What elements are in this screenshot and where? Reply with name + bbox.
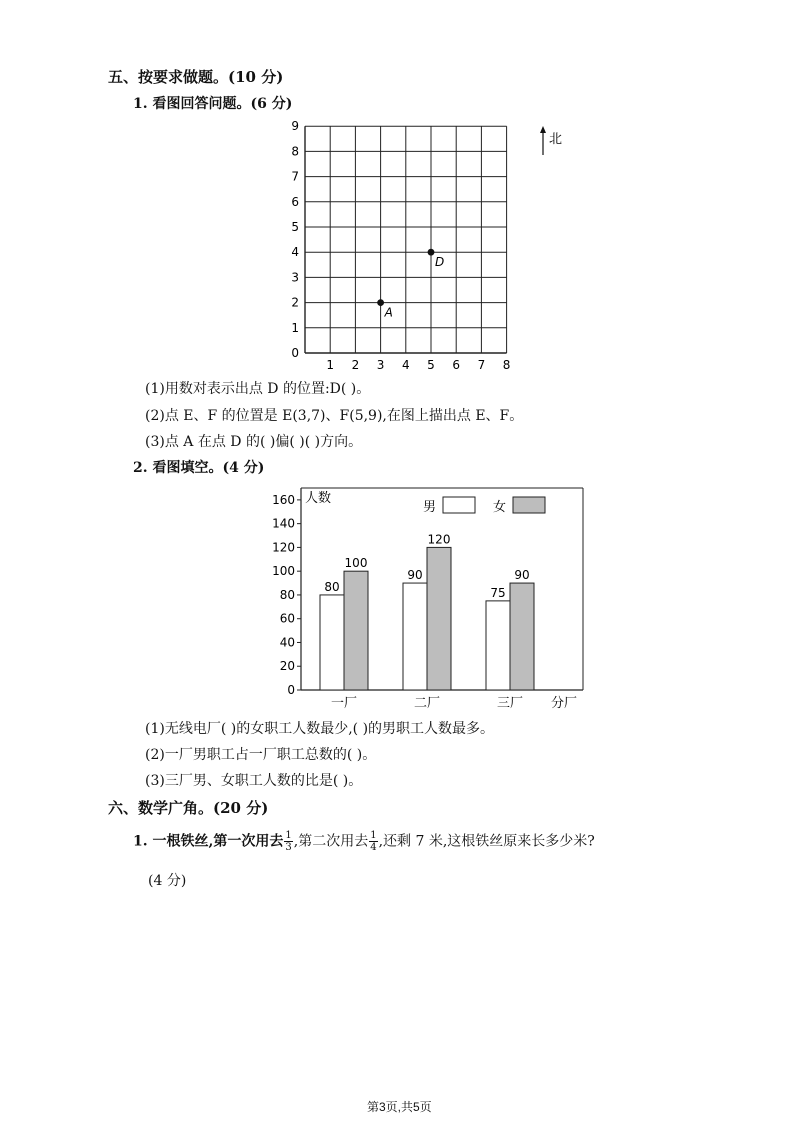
grid-x-tick: 5: [427, 358, 435, 372]
grid-y-tick: 7: [291, 169, 299, 184]
bar-女-二厂: [427, 547, 451, 690]
grid-y-tick: 9: [291, 119, 299, 134]
chart-x-label: 分厂: [551, 696, 578, 711]
grid-y-tick: 2: [291, 295, 299, 310]
chart-y-tick-label: 140: [272, 516, 295, 531]
grid-y-tick: 3: [291, 270, 299, 285]
bar-value-label: 120: [427, 532, 451, 547]
grid-y-tick: 6: [291, 194, 299, 209]
north-label: 北: [549, 132, 563, 147]
grid-y-tick: 1: [291, 320, 299, 335]
bar-value-label: 90: [407, 568, 423, 583]
grid-x-tick: 6: [452, 358, 461, 372]
chart-legend: [423, 497, 545, 515]
q2-sub-3: (3)三厂男、女职工人数的比是( )。: [145, 773, 363, 789]
north-arrow-icon: [540, 126, 546, 155]
grid-x-tick: 4: [401, 358, 410, 372]
fraction-2-denominator: 4: [370, 842, 377, 853]
grid-point-A: [377, 299, 384, 306]
q2-sub-1: (1)无线电厂( )的女职工人数最少,( )的男职工人数最多。: [145, 721, 495, 737]
q1-sub-2: (2)点 E、F 的位置是 E(3,7)、F(5,9),在图上描出点 E、F。: [145, 408, 524, 424]
question-1-title: 1. 看图回答问题。(6 分): [133, 96, 293, 112]
question-2-title: 2. 看图填空。(4 分): [133, 460, 265, 476]
bar-chart: [265, 478, 595, 718]
page-footer: 第3页,共5页: [367, 1100, 432, 1114]
grid-points: [377, 249, 444, 320]
bar-value-label: 75: [490, 585, 506, 600]
chart-category-label: 二厂: [413, 696, 441, 711]
grid-x-tick: 8: [502, 358, 511, 372]
bar-男-一厂: [320, 595, 344, 690]
bar-女-三厂: [510, 583, 534, 690]
grid-point-D: [428, 249, 435, 256]
grid-point-label-A: A: [384, 305, 393, 320]
bar-女-一厂: [344, 571, 368, 690]
fraction-1-numerator: 1: [285, 830, 292, 841]
section-5-heading: 五、按要求做题。(10 分): [108, 68, 284, 86]
bar-value-label: 80: [324, 579, 340, 594]
grid-x-tick: 3: [376, 358, 385, 372]
grid-lines: [305, 126, 507, 353]
q6-text-mid: ,第二次用去: [293, 833, 369, 850]
coordinate-grid: [275, 115, 575, 375]
section-6-heading: 六、数学广角。(20 分): [108, 799, 269, 817]
chart-bars: [320, 532, 534, 690]
fraction-2-numerator: 1: [370, 830, 377, 841]
chart-y-tick-label: 40: [279, 635, 295, 650]
bar-value-label: 90: [514, 568, 530, 583]
grid-tick-labels: [291, 119, 510, 372]
chart-y-tick-label: 0: [287, 683, 295, 697]
legend-swatch-女: [513, 497, 545, 513]
chart-category-label: 一厂: [330, 696, 358, 711]
bar-男-三厂: [486, 601, 510, 690]
chart-y-ticks: [272, 493, 301, 697]
grid-y-tick: 8: [291, 144, 299, 159]
fraction-one-third: [284, 830, 292, 853]
grid-x-tick: 2: [351, 358, 360, 372]
legend-label-男: 男: [423, 500, 437, 515]
grid-point-label-D: D: [435, 255, 445, 270]
chart-y-tick-label: 160: [272, 492, 295, 507]
q6-text-pre: 1. 一根铁丝,第一次用去: [133, 833, 284, 850]
chart-y-tick-label: 100: [272, 564, 295, 579]
chart-y-tick-label: 120: [272, 540, 295, 555]
fraction-1-denominator: 3: [285, 842, 292, 853]
chart-y-tick-label: 60: [279, 611, 295, 626]
bar-男-二厂: [403, 583, 427, 690]
bar-value-label: 100: [344, 556, 368, 571]
chart-y-tick-label: 20: [279, 659, 295, 674]
chart-y-tick-label: 80: [279, 587, 295, 602]
q2-sub-2: (2)一厂男职工占一厂职工总数的( )。: [145, 747, 377, 763]
q1-sub-1: (1)用数对表示出点 D 的位置:D( )。: [145, 381, 371, 397]
chart-y-label: 人数: [305, 491, 332, 506]
grid-y-tick: 4: [291, 245, 299, 260]
legend-label-女: 女: [493, 500, 507, 515]
grid-x-tick: 1: [326, 358, 335, 372]
chart-category-label: 三厂: [496, 696, 524, 711]
grid-y-tick: 0: [291, 346, 299, 360]
q1-sub-3: (3)点 A 在点 D 的( )偏( )( )方向。: [145, 434, 363, 450]
grid-x-tick: 7: [477, 358, 486, 372]
section-6-question-1: [133, 830, 595, 853]
legend-swatch-男: [443, 497, 475, 513]
chart-categories: [331, 696, 523, 711]
grid-y-tick: 5: [291, 220, 299, 234]
q6-score: (4 分): [148, 873, 187, 889]
q6-text-post: ,还剩 7 米,这根铁丝原来长多少米?: [378, 833, 595, 850]
fraction-one-quarter: [369, 830, 377, 853]
